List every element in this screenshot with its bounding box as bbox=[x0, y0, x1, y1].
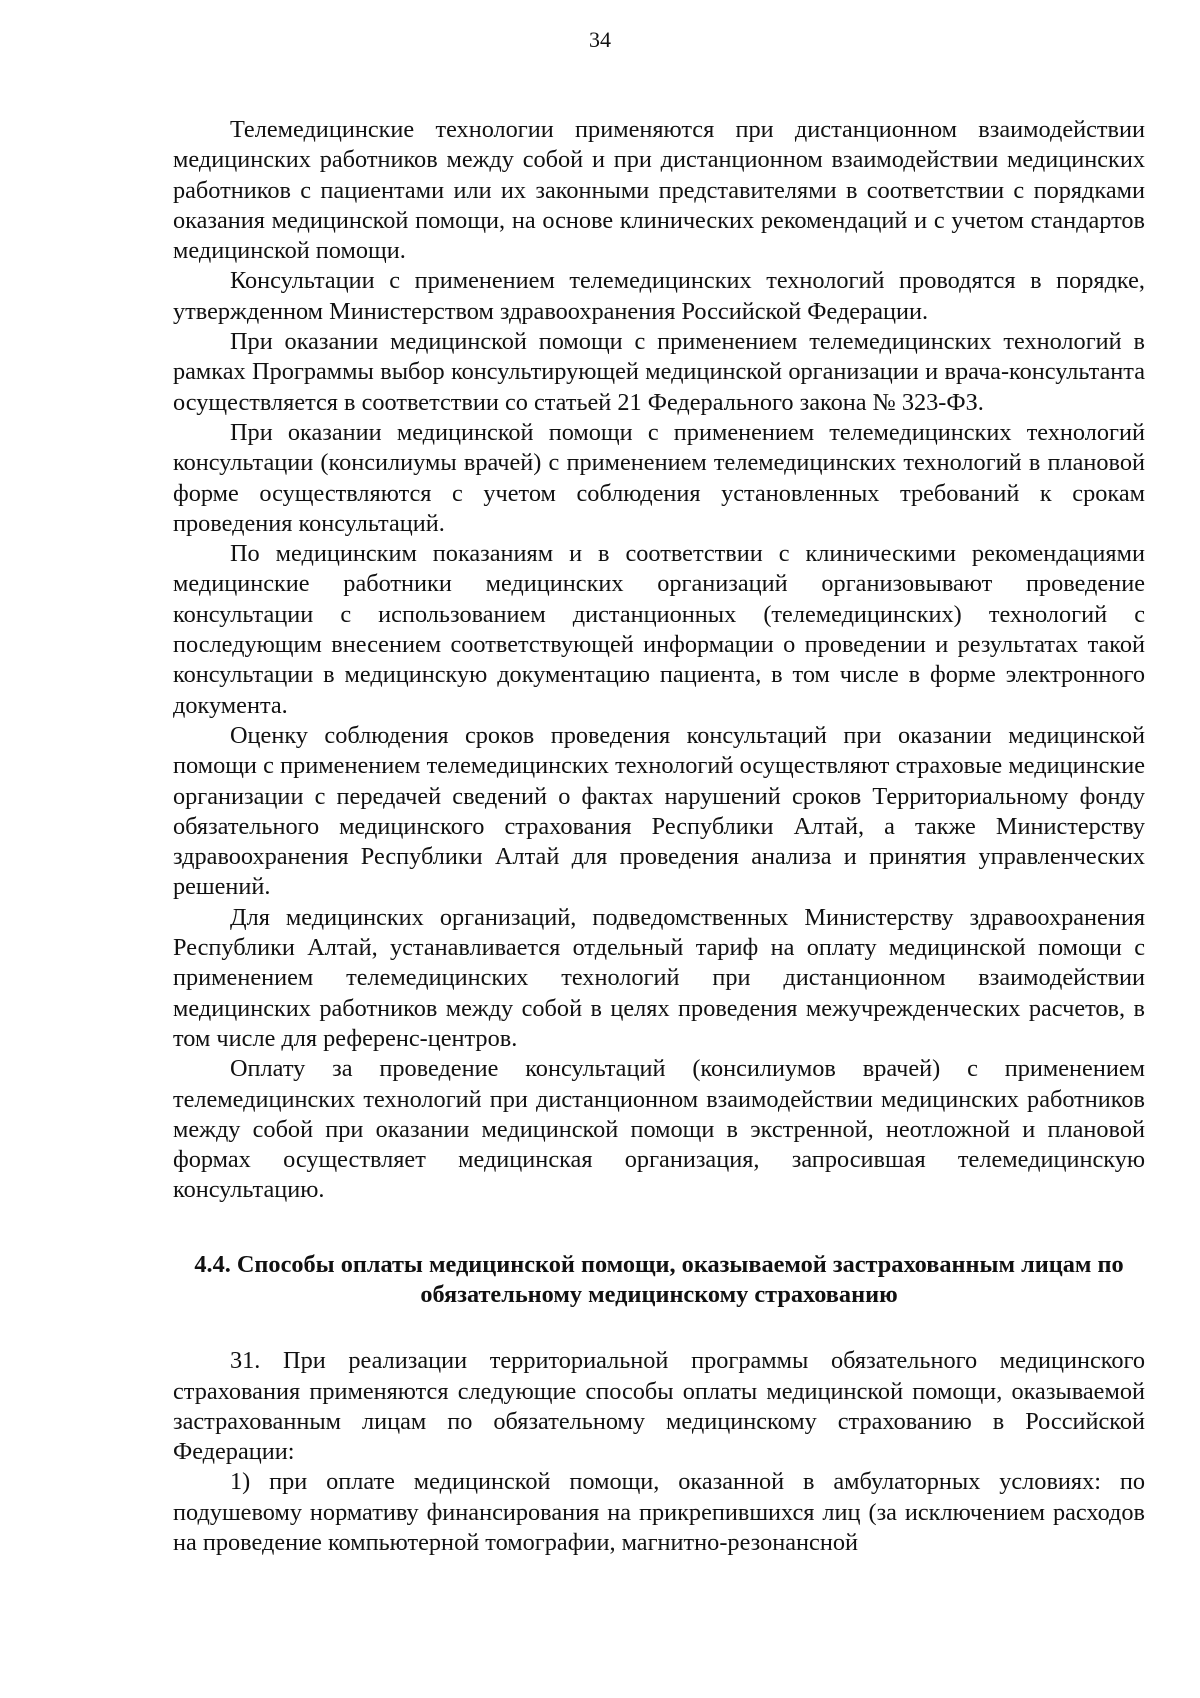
document-body bbox=[173, 115, 1145, 1558]
section-heading-line-1: 4.4. Способы оплаты медицинской помощи, оказываемой застрахованным лицам по bbox=[194, 1250, 1124, 1278]
paragraph-planned-consultations: При оказании медицинской помощи с применением телемедицинских технологий консультации (консилиумы врачей) с применением телемедицинских технологий в плановой форме осуществляются с учетом соблюдения установленных требований к срокам проведения консультаций. bbox=[173, 418, 1145, 537]
paragraph-telemedicine-usage: Телемедицинские технологии применяются при дистанционном взаимодействии медицинских работников между собой и при дистанционном взаимодействии медицинских работников с пациентами или их законными представителями в соответствии с порядками оказания медицинской помощи, на основе клинических рекомендаций и с учетом стандартов медицинской помощи. bbox=[173, 116, 1145, 265]
paragraph-consultations-order: Консультации с применением телемедицинских технологий проводятся в порядке, утвержденном Министерством здравоохранения Российской Федерации. bbox=[173, 267, 1145, 325]
paragraph-consultation-payment: Оплату за проведение консультаций (консилиумов врачей) с применением телемедицинских технологий при дистанционном взаимодействии медицинских работников между собой при оказании медицинской помощи в экстренной, неотложной и плановой формах осуществляет медицинская организация, запросившая телемедицинскую консультацию. bbox=[173, 1055, 1145, 1204]
paragraph-separate-tariff: Для медицинских организаций, подведомственных Министерству здравоохранения Республики Алтай, устанавливается отдельный тариф на оплату медицинской помощи с применением телемедицинских технологий при дистанционном взаимодействии медицинских работников между собой в целях проведения межучрежденческих расчетов, в том числе для референс-центров. bbox=[173, 903, 1145, 1052]
section-heading-line-2: обязательному медицинскому страхованию bbox=[420, 1280, 898, 1308]
paragraph-item-31-1: 1) при оплате медицинской помощи, оказанной в амбулаторных условиях: по подушевому нормативу финансирования на прикрепившихся лиц (за исключением расходов на проведение компьютерной томографии, магнитно-резонансной bbox=[173, 1468, 1145, 1557]
paragraph-medical-indications: По медицинским показаниям и в соответствии с клиническими рекомендациями медицинские работники медицинских организаций организовывают проведение консультации с использованием дистанционных (телемедицинских) технологий с последующим внесением соответствующей информации о проведении и результатах такой консультации в медицинскую документацию пациента, в том числе в форме электронного документа. bbox=[173, 540, 1145, 719]
section-heading bbox=[173, 1250, 1145, 1311]
paragraph-item-31: 31. При реализации территориальной программы обязательного медицинского страхования применяются следующие способы оплаты медицинской помощи, оказываемой застрахованным лицам по обязательному медицинскому страхованию в Российской Федерации: bbox=[173, 1347, 1145, 1466]
paragraph-deadline-assessment: Оценку соблюдения сроков проведения консультаций при оказании медицинской помощи с применением телемедицинских технологий осуществляют страховые медицинские организации с передачей сведений о фактах нарушений сроков Территориальному фонду обязательного медицинского страхования Республики Алтай, а также Министерству здравоохранения Республики Алтай для проведения анализа и принятия управленческих решений. bbox=[173, 721, 1145, 901]
paragraph-consultant-choice: При оказании медицинской помощи с применением телемедицинских технологий в рамках Программы выбор консультирующей медицинской организации и врача-консультанта осуществляется в соответствии со статьей 21 Федерального закона № 323-ФЗ. bbox=[173, 328, 1145, 416]
page-number: 34 bbox=[589, 27, 611, 52]
